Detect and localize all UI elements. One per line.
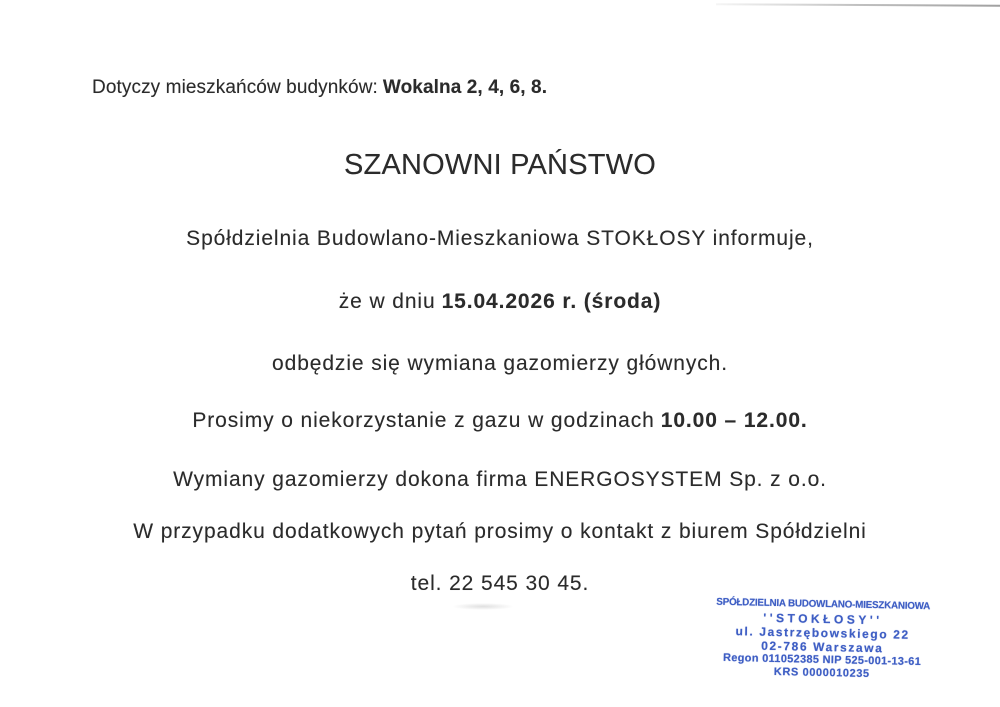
company-stamp <box>709 598 936 682</box>
scan-smudge-artifact <box>452 603 514 610</box>
request-line-hours: 10.00 – 12.00. <box>660 409 808 432</box>
stamp-city: 02-786 Warszawa <box>761 638 884 656</box>
request-line-plain: Prosimy o niekorzystanie z gazu w godzinach <box>192 409 655 432</box>
addressee-buildings: Wokalna 2, 4, 6, 8. <box>382 77 548 98</box>
addressee-line <box>92 78 547 97</box>
date-line <box>0 291 1000 312</box>
contact-line: W przypadku dodatkowych pytań prosimy o kontakt z biurem Spółdzielni <box>133 520 867 543</box>
date-line-value: 15.04.2026 r. (środa) <box>441 290 662 313</box>
salutation-heading: SZANOWNI PAŃSTWO <box>344 149 656 181</box>
contractor-line: Wymiany gazomierzy dokona firma ENERGOSYSTEM Sp. z o.o. <box>173 468 827 491</box>
scan-artifact-line <box>716 3 1000 6</box>
event-line: odbędzie się wymiana gazomierzy głównych. <box>272 352 728 375</box>
date-line-plain: że w dniu <box>338 290 436 313</box>
phone-line: tel. 22 545 30 45. <box>410 572 590 595</box>
stamp-krs: KRS 0000010235 <box>773 665 870 680</box>
stamp-street: ul. Jastrzębowskiego 22 <box>735 624 910 642</box>
stamp-brand-name: ''STOKŁOSY'' <box>763 610 883 628</box>
stamp-company-name: SPÓŁDZIELNIA BUDOWLANO-MIESZKANIOWA <box>716 596 931 613</box>
stamp-regon-nip: Regon 011052385 NIP 525-001-13-61 <box>722 651 922 669</box>
intro-line: Spółdzielnia Budowlano-Mieszkaniowa STOKŁOSY informuje, <box>186 227 814 250</box>
addressee-label: Dotyczy mieszkańców budynków: <box>92 77 378 98</box>
request-line <box>0 410 1000 431</box>
